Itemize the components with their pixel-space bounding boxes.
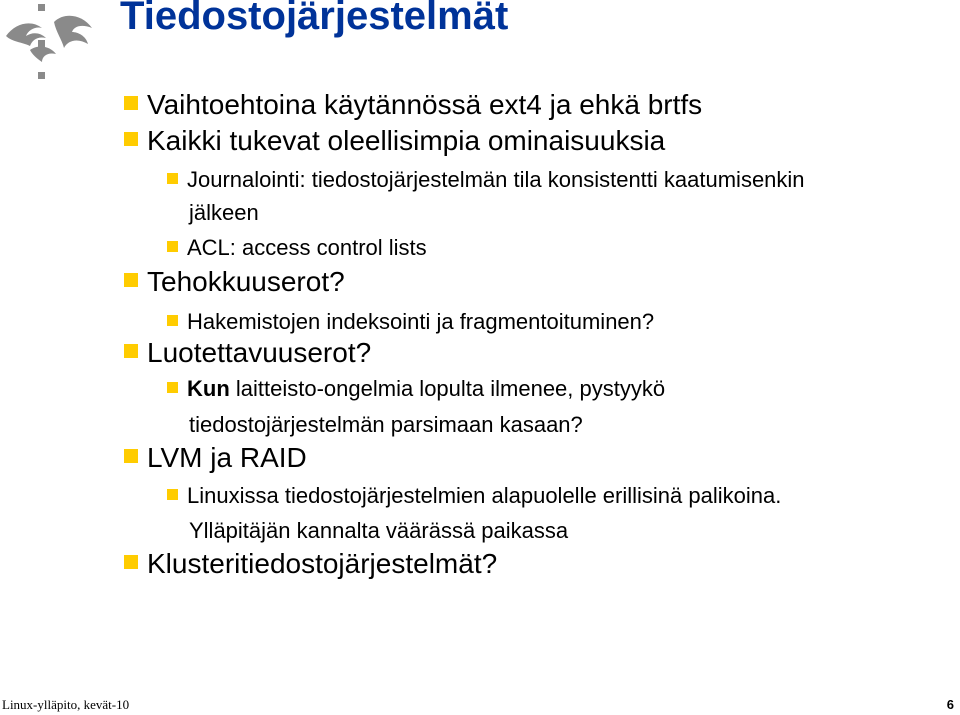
square-bullet-icon — [124, 132, 138, 146]
square-bullet-icon — [167, 315, 178, 326]
bullet-text: Tehokkuuserot? — [147, 266, 345, 297]
sub-bullet-item — [167, 311, 654, 333]
bullet-item — [124, 268, 345, 296]
bullet-text: laitteisto-ongelmia lopulta ilmenee, pystyykö — [229, 376, 666, 401]
bullet-text-bold: Kun — [187, 376, 230, 401]
bullet-text: Vaihtoehtoina käytännössä ext4 ja ehkä brtfs — [147, 89, 703, 120]
square-bullet-icon — [167, 382, 178, 393]
bullet-item — [124, 91, 702, 119]
sub-bullet-item — [167, 378, 665, 400]
sub-bullet-item — [167, 485, 781, 507]
bullet-text: Journalointi: tiedostojärjestelmän tila konsistentti kaatumisenkin — [187, 167, 805, 192]
square-bullet-icon — [124, 273, 138, 287]
square-bullet-icon — [124, 555, 138, 569]
sub-bullet-item — [167, 169, 805, 191]
bullet-text: Kaikki tukevat oleellisimpia ominaisuuksia — [147, 125, 666, 156]
bullet-item — [124, 339, 371, 367]
bullet-item — [124, 550, 497, 578]
bullet-item — [124, 444, 307, 472]
square-bullet-icon — [124, 449, 138, 463]
footer-course-label: Linux-ylläpito, kevät-10 — [2, 697, 130, 712]
bullet-continuation: tiedostojärjestelmän parsimaan kasaan? — [189, 412, 583, 437]
bullet-text: Hakemistojen indeksointi ja fragmentoituminen? — [187, 309, 655, 334]
bullet-continuation: jälkeen — [189, 200, 259, 225]
page-number: 6 — [946, 697, 954, 712]
bullet-text: Luotettavuuserot? — [147, 337, 372, 368]
sub-bullet-item — [167, 237, 427, 259]
square-bullet-icon — [124, 96, 138, 110]
bullet-text: LVM ja RAID — [147, 442, 307, 473]
bullet-text: ACL: access control lists — [187, 235, 427, 260]
square-bullet-icon — [167, 489, 178, 500]
square-bullet-icon — [167, 173, 178, 184]
square-bullet-icon — [124, 344, 138, 358]
bullet-item — [124, 127, 665, 155]
bullet-continuation: Ylläpitäjän kannalta väärässä paikassa — [189, 518, 569, 543]
bullet-text: Linuxissa tiedostojärjestelmien alapuolelle erillisinä palikoina. — [187, 483, 782, 508]
square-bullet-icon — [167, 241, 178, 252]
slide-title: Tiedostojärjestelmät — [120, 0, 509, 38]
bullet-text: Klusteritiedostojärjestelmät? — [147, 548, 498, 579]
